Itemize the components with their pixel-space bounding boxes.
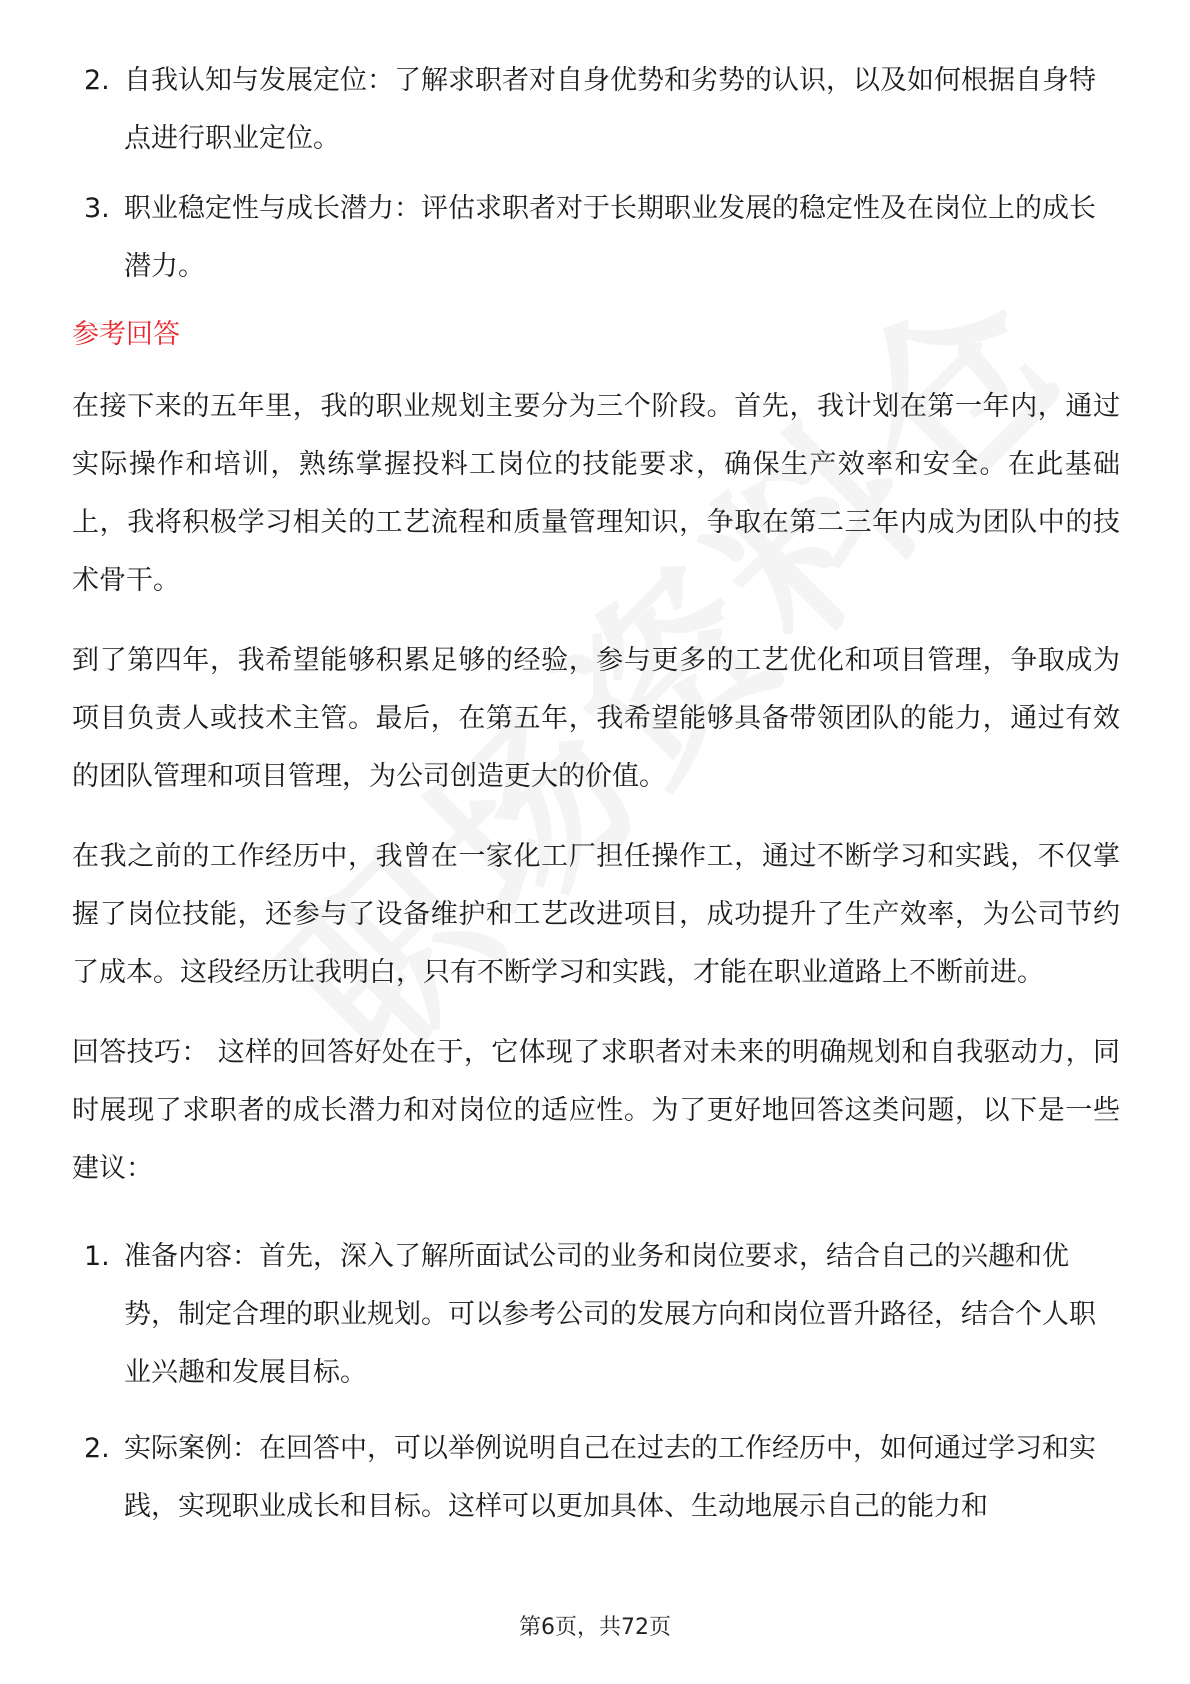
list-item-number: 2.: [84, 65, 110, 96]
list-item-text: 职业稳定性与成长潜力：评估求职者对于长期职业发展的稳定性及在岗位上的成长潜力。: [124, 193, 1096, 282]
list-item: [72, 1420, 1120, 1536]
list-item-text: 准备内容：首先，深入了解所面试公司的业务和岗位要求，结合自己的兴趣和优势，制定合理的职业规划。可以参考公司的发展方向和岗位晋升路径，结合个人职业兴趣和发展目标。: [124, 1241, 1096, 1388]
list-item-text: 实际案例：在回答中，可以举例说明自己在过去的工作经历中，如何通过学习和实践，实现职业成长和目标。这样可以更加具体、生动地展示自己的能力和: [124, 1433, 1096, 1522]
list-item: [72, 180, 1120, 296]
paragraph: 在接下来的五年里，我的职业规划主要分为三个阶段。首先，我计划在第一年内，通过实际操作和培训，熟练掌握投料工岗位的技能要求，确保生产效率和安全。在此基础上，我将积极学习相关的工艺流程和质量管理知识，争取在第二三年内成为团队中的技术骨干。: [72, 391, 1120, 596]
page-content: [72, 52, 1120, 1536]
page-number-footer: 第6页，共72页: [519, 1615, 671, 1640]
tips-numbered-list: [72, 1228, 1120, 1536]
section-heading: 参考回答: [72, 319, 180, 350]
list-item-number: 3.: [84, 193, 110, 224]
list-item: [72, 52, 1120, 168]
list-item-number: 2.: [84, 1433, 110, 1464]
paragraph: 到了第四年，我希望能够积累足够的经验，参与更多的工艺优化和项目管理，争取成为项目负责人或技术主管。最后，在第五年，我希望能够具备带领团队的能力，通过有效的团队管理和项目管理，为公司创造更大的价值。: [72, 645, 1120, 792]
list-item-text: 自我认知与发展定位：了解求职者对自身优势和劣势的认识，以及如何根据自身特点进行职业定位。: [124, 65, 1096, 154]
tips-paragraph: 回答技巧： 这样的回答好处在于，它体现了求职者对未来的明确规划和自我驱动力，同时展现了求职者的成长潜力和对岗位的适应性。为了更好地回答这类问题，以下是一些建议：: [72, 1037, 1120, 1184]
list-item-number: 1.: [84, 1241, 110, 1272]
top-numbered-list: [72, 52, 1120, 296]
list-item: [72, 1228, 1120, 1402]
paragraph: 在我之前的工作经历中，我曾在一家化工厂担任操作工，通过不断学习和实践，不仅掌握了岗位技能，还参与了设备维护和工艺改进项目，成功提升了生产效率，为公司节约了成本。这段经历让我明白，只有不断学习和实践，才能在职业道路上不断前进。: [72, 841, 1120, 988]
